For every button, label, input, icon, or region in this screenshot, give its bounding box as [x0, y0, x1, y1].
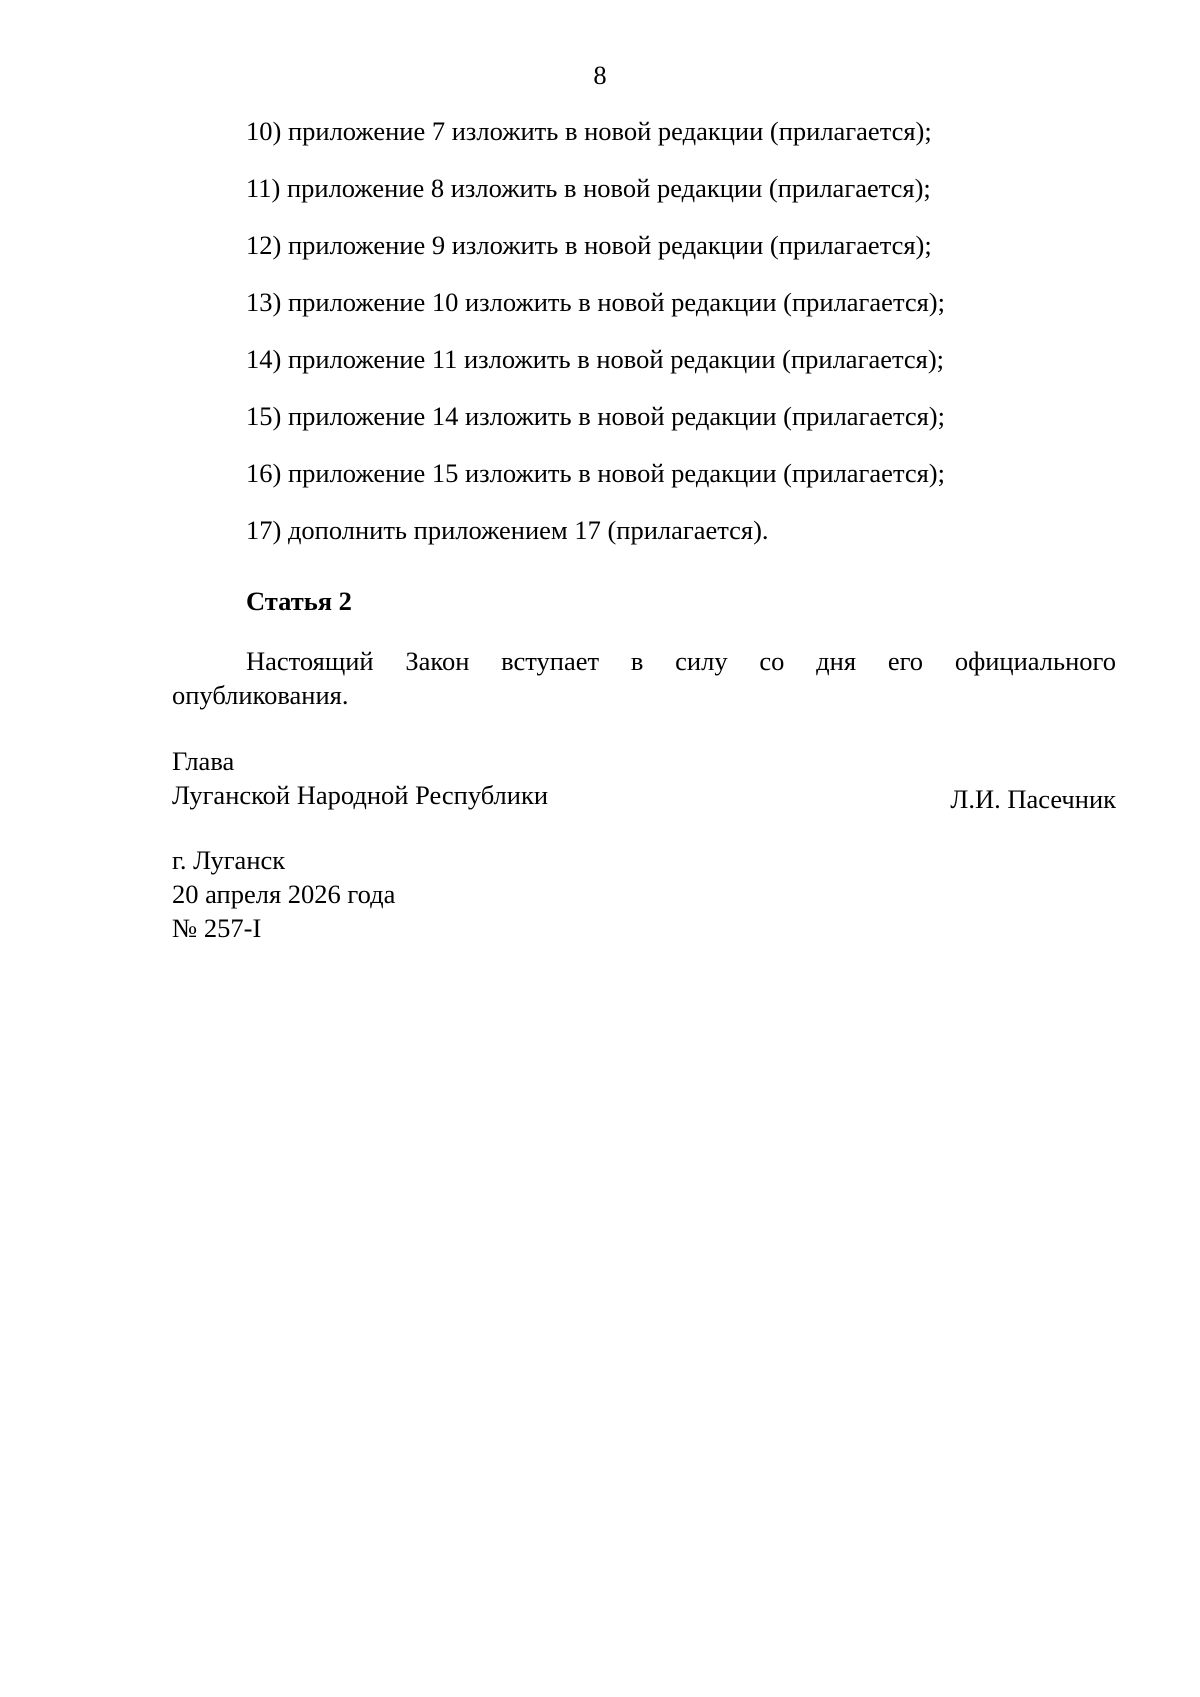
article-heading: Статья 2	[246, 586, 352, 616]
article-body-line-2: опубликования.	[172, 680, 349, 710]
issue-place: г. Луганск	[172, 845, 286, 875]
amendment-item-17: 17) дополнить приложением 17 (прилагается).	[246, 515, 769, 545]
amendment-item-12: 12) приложение 9 изложить в новой редакции (прилагается);	[246, 230, 932, 260]
article-body	[172, 644, 1116, 712]
amendment-item-11: 11) приложение 8 изложить в новой редакции (прилагается);	[246, 173, 931, 203]
amendment-item-10: 10) приложение 7 изложить в новой редакции (прилагается);	[246, 116, 932, 146]
signatory-position-line-1: Глава	[172, 746, 235, 776]
amendment-item-15: 15) приложение 14 изложить в новой редакции (прилагается);	[246, 401, 945, 431]
signatory-position-line-2: Луганской Народной Республики	[172, 780, 549, 810]
amendment-item-13: 13) приложение 10 изложить в новой редакции (прилагается);	[246, 287, 945, 317]
amendment-item-14: 14) приложение 11 изложить в новой редакции (прилагается);	[246, 344, 945, 374]
signatory-name: Л.И. Пасечник	[950, 784, 1116, 814]
signatory-position	[172, 744, 548, 812]
amendment-item-16: 16) приложение 15 изложить в новой редакции (прилагается);	[246, 458, 945, 488]
issue-date: 20 апреля 2026 года	[172, 879, 396, 909]
issue-details	[172, 843, 395, 945]
page-number: 8	[593, 60, 607, 90]
article-body-line-1: Настоящий Закон вступает в силу со дня его официального	[246, 646, 1116, 676]
issue-number: № 257-I	[172, 913, 262, 943]
